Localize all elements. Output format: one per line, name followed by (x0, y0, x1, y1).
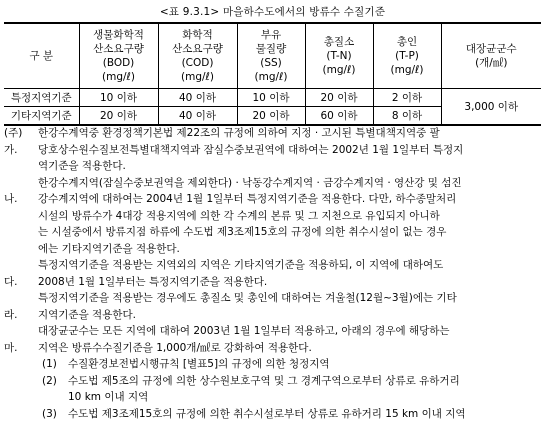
row-label: 특정지역기준 (4, 89, 79, 107)
note-line: 당호상수원수질보전특별대책지역과 잠실수중보권역에 대하여는 2002년 1월 1일부터 특정지 (38, 142, 541, 159)
note-item-ma (4, 323, 541, 356)
note-line: 시설의 방류수가 4대강 적용지역에 의한 각 수계의 본류 및 그 지천으로 유입되지 아니하 (38, 208, 541, 225)
table-cell: 60 이하 (305, 107, 373, 126)
header-tp: 총인 (T-P) (mg/ℓ) (373, 23, 441, 89)
table-cell: 20 이하 (237, 107, 305, 126)
row-label: 기타지역기준 (4, 107, 79, 126)
coliform-cell: 3,000 이하 (441, 89, 541, 126)
note-line: 는 시설중에서 방류지점 하류에 수도법 제3조제15호의 규정에 의한 취수시설이 없는 경우 (38, 224, 541, 241)
subnote-item-2 (4, 373, 541, 406)
table-cell: 20 이하 (79, 107, 158, 126)
header-tn: 총질소 (T-N) (mg/ℓ) (305, 23, 373, 89)
note-line: 에는 기타지역기준을 적용한다. (38, 241, 541, 258)
note-line: 2008년 1월 1일부터는 특정지역기준을 적용한다. (38, 274, 541, 291)
table-cell: 10 이하 (79, 89, 158, 107)
water-quality-standards-table (4, 22, 541, 126)
note-line: 지역기준을 적용한다. (38, 307, 541, 324)
subnote-marker: (2) (42, 373, 57, 390)
note-line: 특정지역기준을 적용받는 경우에도 총질소 및 총인에 대하여는 겨울철(12월~3월)에는 기타 (38, 290, 541, 307)
note-marker: 가. (4, 144, 17, 156)
note-line: 역기준을 적용한다. (38, 158, 541, 175)
table-row (4, 89, 541, 107)
note-line: 한강수계역중 환경정책기본법 제22조의 규정에 의하여 지정 · 고시된 특별대책지역중 팔 (38, 125, 541, 142)
table-cell: 40 이하 (158, 107, 237, 126)
table-header-row (4, 23, 541, 89)
table-cell: 2 이하 (373, 89, 441, 107)
note-item-ra (4, 290, 541, 323)
subnote-marker: (1) (42, 356, 57, 373)
subnote-line: 수도법 제5조의 규정에 의한 상수원보호구역 및 그 경계구역으로부터 상류로 유하거리 (68, 373, 541, 390)
subnote-line: 10 km 이내 지역 (68, 389, 541, 406)
subnote-marker: (3) (42, 406, 57, 422)
note-marker: 나. (4, 193, 17, 205)
note-marker: 다. (4, 276, 17, 288)
note-line: 지역은 방류수수질기준을 1,000개/㎖로 강화하여 적용한다. (38, 340, 541, 357)
header-coliform: 대장균군수 (개/㎖) (441, 23, 541, 89)
note-item-ga (4, 125, 541, 175)
subnote-line: 수질환경보전법시행규칙 [별표5]의 규정에 의한 청정지역 (68, 356, 541, 373)
notes-prefix: (주) (4, 125, 26, 142)
note-line: 특정지역기준을 적용받는 지역외의 지역은 기타지역기준을 적용하되, 이 지역에 대하여도 (38, 257, 541, 274)
note-line: 대장균군수는 모든 지역에 대하여 2003년 1월 1일부터 적용하고, 아래의 경우에 해당하는 (38, 323, 541, 340)
header-ss: 부유 물질량 (SS) (mg/ℓ) (237, 23, 305, 89)
table-cell: 20 이하 (305, 89, 373, 107)
table-cell: 10 이하 (237, 89, 305, 107)
header-bod: 생물화학적 산소요구량 (BOD) (mg/ℓ) (79, 23, 158, 89)
note-item-da (4, 257, 541, 290)
note-item-na (4, 175, 541, 258)
subnote-item-1 (4, 356, 541, 373)
footnotes (4, 125, 541, 422)
subnote-item-3 (4, 406, 541, 422)
table-cell: 8 이하 (373, 107, 441, 126)
note-marker: 라. (4, 309, 17, 321)
table-caption: <표 9.3.1> 마을하수도에서의 방류수 수질기준 (0, 4, 545, 19)
table-cell: 40 이하 (158, 89, 237, 107)
header-cod: 화학적 산소요구량 (COD) (mg/ℓ) (158, 23, 237, 89)
note-marker: 마. (4, 342, 17, 354)
header-category: 구 분 (4, 23, 79, 89)
subnote-line: 수도법 제3조제15호의 규정에 의한 취수시설로부터 상류로 유하거리 15 km 이내 지역 (68, 406, 541, 422)
note-line: 한강수계지역(잠실수중보권역을 제외한다) · 낙동강수계지역 · 금강수계지역 · 영산강 및 섬진 (38, 175, 541, 192)
note-line: 강수계지역에 대하여는 2004년 1월 1일부터 특정지역기준을 적용한다. 다만, 하수종말처리 (38, 191, 541, 208)
